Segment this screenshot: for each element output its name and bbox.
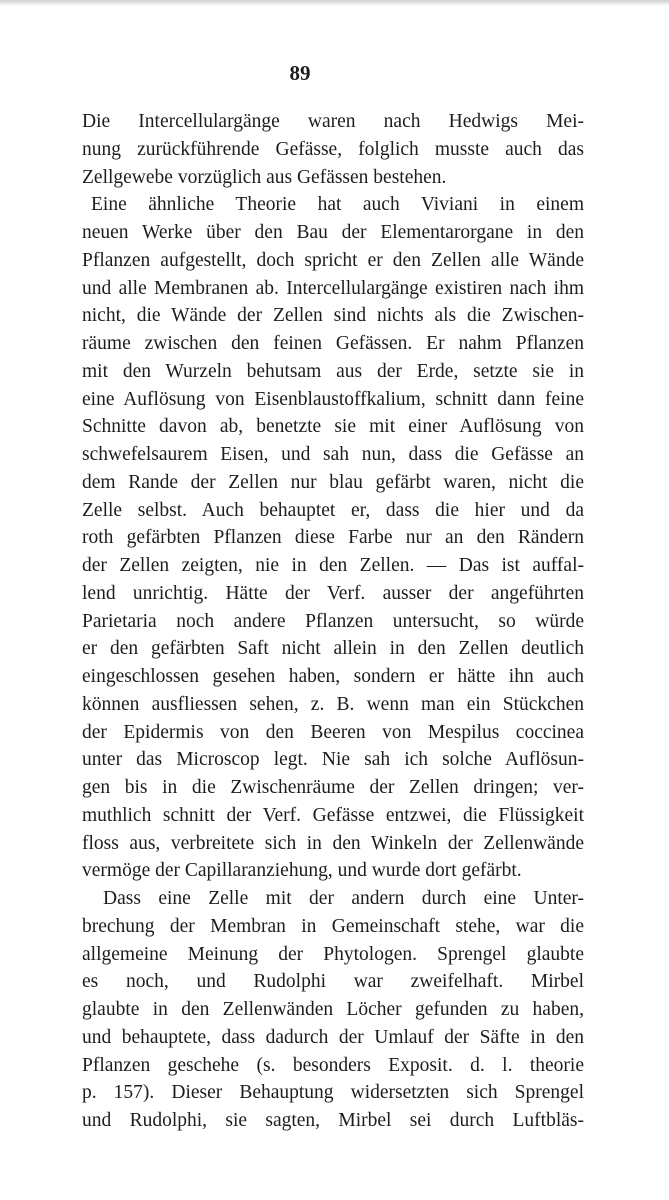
- text-line: Dass eine Zelle mit der andern durch eine Unter-: [103, 888, 584, 909]
- text-line: mit den Wurzeln behutsam aus der Erde, setzte sie in: [82, 360, 584, 382]
- text-line: gen bis in die Zwischenräume der Zellen dringen; ver-: [82, 777, 584, 798]
- text-line: er den gefärbten Saft nicht allein in den Zellen deutlich: [82, 638, 584, 660]
- text-line: und Rudolphi, sie sagten, Mirbel sei durch Luftbläs-: [82, 1110, 584, 1131]
- text-line: Eine ähnliche Theorie hat auch Viviani in einem: [91, 194, 584, 216]
- page-top-edge: [0, 0, 669, 6]
- text-line: Pflanzen aufgestellt, doch spricht er den Zellen alle Wände: [82, 249, 584, 271]
- text-line: Zellgewebe vorzüglich aus Gefässen bestehen.: [82, 166, 447, 188]
- text-line: schwefelsaurem Eisen, und sah nun, dass die Gefässe an: [82, 444, 584, 465]
- text-line: neuen Werke über den Bau der Elementarorgane in den: [82, 222, 584, 243]
- text-line: roth gefärbten Pflanzen diese Farbe nur an den Rändern: [82, 527, 584, 549]
- text-line: können ausfliessen sehen, z. B. wenn man ein Stückchen: [82, 693, 584, 715]
- text-line: der Epidermis von den Beeren von Mespilus coccinea: [82, 721, 584, 743]
- text-line: der Zellen zeigten, nie in den Zellen. — Das ist auffal-: [82, 555, 584, 576]
- text-line: muthlich schnitt der Verf. Gefässe entzwei, die Flüssigkeit: [82, 804, 584, 826]
- text-line: unter das Microscop legt. Nie sah ich solche Auflösun-: [82, 749, 584, 771]
- text-line: vermöge der Capillaranziehung, und wurde dort gefärbt.: [82, 860, 522, 882]
- text-line: Parietaria noch andere Pflanzen untersucht, so würde: [82, 610, 584, 632]
- text-line: dem Rande der Zellen nur blau gefärbt waren, nicht die: [82, 471, 584, 493]
- text-line: eingeschlossen gesehen haben, sondern er hätte ihn auch: [82, 666, 584, 687]
- text-line: Die Intercellulargänge waren nach Hedwigs Mei-: [82, 111, 584, 132]
- text-line: und alle Membranen ab. Intercellulargänge existiren nach ihm: [82, 277, 584, 299]
- text-line: allgemeine Meinung der Phytologen. Sprengel glaubte: [82, 943, 584, 965]
- text-line: brechung der Membran in Gemeinschaft stehe, war die: [82, 915, 584, 937]
- text-line: nung zurückführende Gefässe, folglich musste auch das: [82, 138, 584, 160]
- text-line: nicht, die Wände der Zellen sind nichts als die Zwischen-: [82, 305, 584, 327]
- text-line: eine Auflösung von Eisenblaustoffkalium, schnitt dann feine: [82, 388, 584, 410]
- text-line: es noch, und Rudolphi war zweifelhaft. Mirbel: [82, 971, 584, 993]
- text-line: glaubte in den Zellenwänden Löcher gefunden zu haben,: [82, 999, 584, 1020]
- text-line: Pflanzen geschehe (s. besonders Exposit. d. l. theorie: [82, 1054, 584, 1076]
- text-line: Zelle selbst. Auch behauptet er, dass die hier und da: [82, 499, 584, 521]
- page-number: 89: [289, 61, 311, 85]
- text-line: und behauptete, dass dadurch der Umlauf der Säfte in den: [82, 1026, 584, 1048]
- text-line: p. 157). Dieser Behauptung widersetzten sich Sprengel: [82, 1082, 584, 1104]
- body-text: [82, 108, 584, 1135]
- text-line: räume zwischen den feinen Gefässen. Er nahm Pflanzen: [82, 333, 584, 354]
- text-line: floss aus, verbreitete sich in den Winkeln der Zellenwände: [82, 832, 584, 854]
- text-line: lend unrichtig. Hätte der Verf. ausser der angeführten: [82, 582, 584, 604]
- text-line: Schnitte davon ab, benetzte sie mit einer Auflösung von: [82, 416, 584, 438]
